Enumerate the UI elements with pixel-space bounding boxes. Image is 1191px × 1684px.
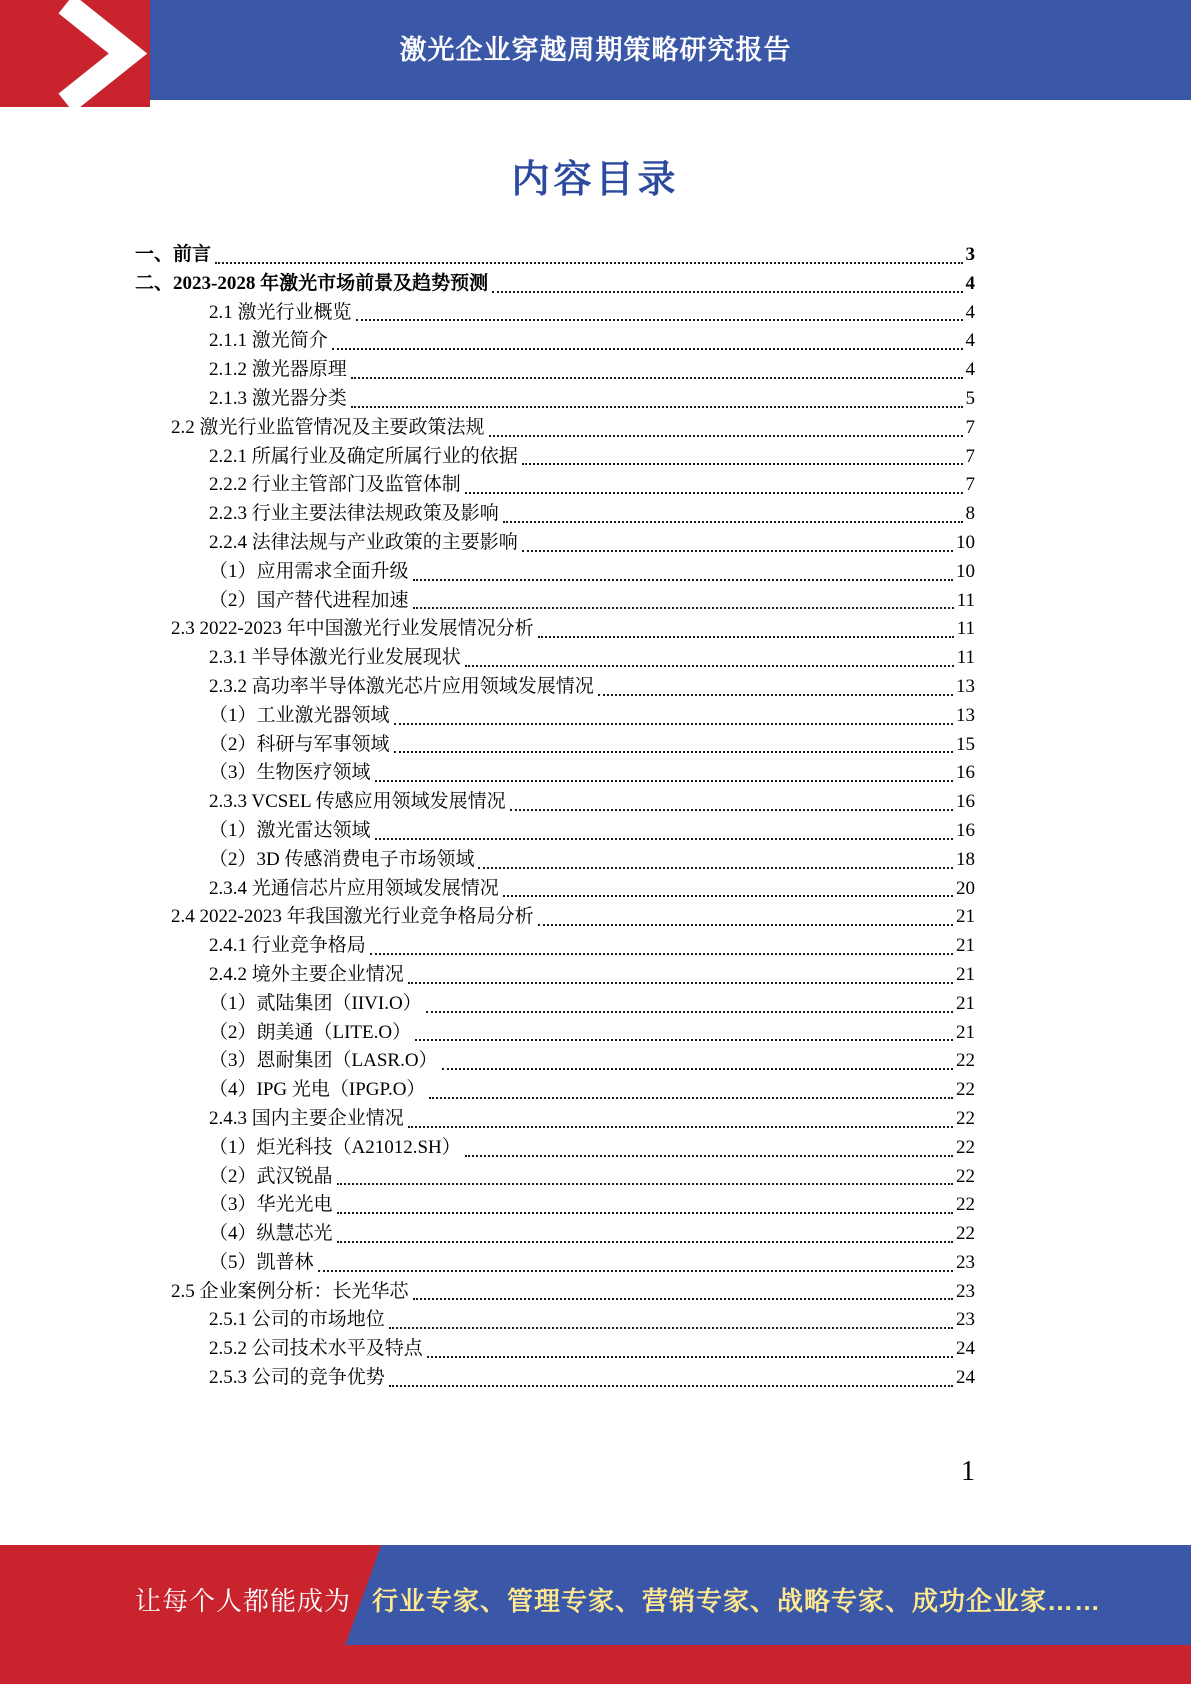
toc-entry[interactable]: [135, 500, 975, 529]
toc-entry-page: 22: [956, 1223, 975, 1245]
toc-dot-leader: [337, 1212, 953, 1214]
toc-entry-label: （3）华光光电: [209, 1194, 333, 1216]
toc-entry[interactable]: [135, 1364, 975, 1393]
toc-entry[interactable]: [135, 615, 975, 644]
toc-entry[interactable]: [135, 731, 975, 760]
toc-entry[interactable]: [135, 1278, 975, 1307]
toc-entry-label: 2.4.1 行业竞争格局: [209, 935, 366, 957]
toc-entry-label: （4）纵慧芯光: [209, 1223, 333, 1245]
toc-entry[interactable]: [135, 270, 975, 299]
toc-entry[interactable]: [135, 241, 975, 270]
toc-dot-leader: [429, 1097, 953, 1099]
toc-entry-page: 15: [956, 733, 975, 755]
toc-entry-page: 8: [965, 503, 975, 525]
toc-entry-page: 4: [965, 330, 975, 352]
toc-entry-label: （1）应用需求全面升级: [209, 560, 409, 582]
toc-entry-page: 13: [956, 704, 975, 726]
toc-entry-label: （2）科研与军事领域: [209, 733, 390, 755]
toc-entry-page: 10: [956, 531, 975, 553]
toc-entry-page: 7: [965, 474, 975, 496]
toc-entry-page: 7: [965, 416, 975, 438]
toc-dot-leader: [389, 1385, 953, 1387]
toc-entry[interactable]: [135, 1163, 975, 1192]
toc-entry-page: 21: [956, 963, 975, 985]
toc-entry-label: 2.4.2 境外主要企业情况: [209, 963, 404, 985]
toc-dot-leader: [394, 723, 953, 725]
toc-entry-label: 2.5.3 公司的竞争优势: [209, 1367, 385, 1389]
toc-dot-leader: [394, 751, 953, 753]
toc-entry[interactable]: [135, 932, 975, 961]
toc-entry[interactable]: [135, 385, 975, 414]
toc-entry[interactable]: [135, 1249, 975, 1278]
toc-entry-page: 21: [956, 992, 975, 1014]
toc-entry-label: （2）3D 传感消费电子市场领域: [209, 848, 475, 870]
page-number: 1: [961, 1456, 975, 1487]
toc-entry[interactable]: [135, 903, 975, 932]
toc-list: [135, 241, 975, 1393]
toc-dot-leader: [337, 1183, 953, 1185]
toc-dot-leader: [426, 1011, 953, 1013]
toc-entry[interactable]: [135, 327, 975, 356]
toc-dot-leader: [356, 319, 963, 321]
toc-dot-leader: [478, 867, 953, 869]
toc-entry-label: 2.1.1 激光简介: [209, 330, 328, 352]
toc-dot-leader: [489, 435, 963, 437]
footer-slogan-left: 让每个人都能成为: [135, 1586, 352, 1616]
toc-dot-leader: [442, 1068, 953, 1070]
toc-entry-page: 18: [956, 848, 975, 870]
toc-dot-leader: [465, 665, 954, 667]
toc-dot-leader: [408, 1126, 953, 1128]
toc-entry-page: 23: [956, 1280, 975, 1302]
toc-entry[interactable]: [135, 673, 975, 702]
toc-entry[interactable]: [135, 558, 975, 587]
toc-entry-label: （2）武汉锐晶: [209, 1165, 333, 1187]
toc-dot-leader: [465, 1155, 953, 1157]
toc-entry[interactable]: [135, 1335, 975, 1364]
toc-entry-page: 23: [956, 1309, 975, 1331]
toc-entry-page: 10: [956, 560, 975, 582]
toc-entry-page: 3: [965, 244, 975, 265]
red-flag-logo: [0, 0, 150, 107]
toc-dot-leader: [522, 550, 953, 552]
toc-dot-leader: [351, 377, 963, 379]
toc-dot-leader: [522, 463, 963, 465]
toc-entry-label: 二、2023-2028 年激光市场前景及趋势预测: [135, 272, 489, 294]
toc-entry[interactable]: [135, 1134, 975, 1163]
toc-entry[interactable]: [135, 529, 975, 558]
toc-entry[interactable]: [135, 587, 975, 616]
toc-entry-label: 2.3.3 VCSEL 传感应用领域发展情况: [209, 791, 506, 813]
toc-entry[interactable]: [135, 1076, 975, 1105]
toc-dot-leader: [375, 838, 953, 840]
toc-dot-leader: [598, 694, 953, 696]
toc-entry-label: （1）炬光科技（A21012.SH）: [209, 1136, 461, 1158]
toc-entry-page: 22: [956, 1050, 975, 1072]
toc-entry[interactable]: [135, 759, 975, 788]
toc-entry-label: 2.2.2 行业主管部门及监管体制: [209, 474, 461, 496]
toc-entry-label: 2.4.3 国内主要企业情况: [209, 1107, 404, 1129]
footer-banner: [0, 1545, 1191, 1684]
toc-entry-label: （1）贰陆集团（IIVI.O）: [209, 992, 422, 1014]
toc-dot-leader: [413, 1298, 953, 1300]
toc-entry[interactable]: [135, 443, 975, 472]
toc-entry-page: 4: [965, 301, 975, 323]
toc-dot-leader: [538, 636, 954, 638]
toc-dot-leader: [337, 1241, 953, 1243]
toc-title: 内容目录: [511, 159, 680, 201]
toc-entry-page: 22: [956, 1165, 975, 1187]
toc-dot-leader: [510, 809, 953, 811]
toc-entry-label: 2.3.2 高功率半导体激光芯片应用领域发展情况: [209, 675, 594, 697]
toc-entry-page: 24: [956, 1338, 975, 1360]
toc-dot-leader: [351, 406, 963, 408]
toc-entry-page: 21: [956, 935, 975, 957]
toc-entry-label: 2.3.4 光通信芯片应用领域发展情况: [209, 877, 499, 899]
toc-entry[interactable]: [135, 961, 975, 990]
toc-entry-label: （3）恩耐集团（LASR.O）: [209, 1050, 438, 1072]
toc-dot-leader: [370, 953, 953, 955]
toc-entry-page: 21: [956, 906, 975, 928]
toc-entry-page: 16: [956, 819, 975, 841]
toc-entry-label: 2.2.3 行业主要法律法规政策及影响: [209, 503, 499, 525]
toc-entry[interactable]: [135, 702, 975, 731]
toc-entry-page: 11: [956, 647, 975, 669]
toc-entry[interactable]: [135, 1019, 975, 1048]
toc-entry-label: （5）凯普林: [209, 1251, 314, 1273]
toc-dot-leader: [318, 1270, 953, 1272]
toc-entry[interactable]: [135, 299, 975, 328]
toc-dot-leader: [415, 1039, 953, 1041]
toc-entry-page: 4: [965, 359, 975, 381]
toc-entry-label: （2）朗美通（LITE.O）: [209, 1021, 412, 1043]
toc-dot-leader: [413, 607, 954, 609]
toc-entry-label: 2.4 2022-2023 年我国激光行业竞争格局分析: [171, 906, 534, 928]
toc-entry-label: 2.2 激光行业监管情况及主要政策法规: [171, 416, 485, 438]
toc-entry[interactable]: [135, 644, 975, 673]
toc-entry-label: 2.1.3 激光器分类: [209, 387, 347, 409]
toc-entry-label: 2.3.1 半导体激光行业发展现状: [209, 647, 461, 669]
toc-dot-leader: [465, 492, 963, 494]
toc-entry-page: 4: [965, 272, 975, 294]
toc-dot-leader: [332, 348, 963, 350]
toc-entry-label: 2.1.2 激光器原理: [209, 359, 347, 381]
toc-entry-page: 23: [956, 1251, 975, 1273]
toc-entry-page: 13: [956, 675, 975, 697]
toc-entry-page: 16: [956, 791, 975, 813]
toc-entry-page: 5: [965, 387, 975, 409]
toc-entry-label: （2）国产替代进程加速: [209, 589, 409, 611]
toc-dot-leader: [413, 579, 953, 581]
toc-entry-label: （1）工业激光器领域: [209, 704, 390, 726]
toc-entry-label: （1）激光雷达领域: [209, 819, 371, 841]
toc-dot-leader: [492, 291, 962, 293]
toc-dot-leader: [215, 262, 962, 264]
toc-dot-leader: [375, 780, 953, 782]
toc-entry-page: 7: [965, 445, 975, 467]
toc-entry-label: 2.1 激光行业概览: [209, 301, 352, 323]
toc-entry-page: 24: [956, 1367, 975, 1389]
toc-entry-page: 22: [956, 1194, 975, 1216]
toc-dot-leader: [538, 924, 953, 926]
toc-dot-leader: [503, 521, 963, 523]
toc-dot-leader: [503, 895, 953, 897]
toc-entry[interactable]: [135, 1220, 975, 1249]
toc-dot-leader: [427, 1356, 953, 1358]
toc-dot-leader: [389, 1327, 953, 1329]
toc-entry-label: 2.5.1 公司的市场地位: [209, 1309, 385, 1331]
report-title: 激光企业穿越周期策略研究报告: [399, 35, 792, 65]
toc-entry[interactable]: [135, 1191, 975, 1220]
toc-entry-page: 21: [956, 1021, 975, 1043]
toc-entry-label: 2.2.1 所属行业及确定所属行业的依据: [209, 445, 518, 467]
toc-entry-page: 22: [956, 1107, 975, 1129]
toc-entry-label: 2.5.2 公司技术水平及特点: [209, 1338, 423, 1360]
toc-entry[interactable]: [135, 1047, 975, 1076]
toc-entry-page: 11: [956, 618, 975, 640]
toc-entry[interactable]: [135, 875, 975, 904]
toc-dot-leader: [408, 982, 953, 984]
toc-entry-page: 20: [956, 877, 975, 899]
toc-entry-page: 22: [956, 1079, 975, 1101]
toc-entry[interactable]: [135, 1105, 975, 1134]
toc-entry[interactable]: [135, 356, 975, 385]
toc-entry-label: （3）生物医疗领域: [209, 762, 371, 784]
footer-slogan-right: 行业专家、管理专家、营销专家、战略专家、成功企业家……: [372, 1586, 1102, 1616]
toc-entry-label: （4）IPG 光电（IPGP.O）: [209, 1079, 426, 1101]
toc-entry[interactable]: [135, 990, 975, 1019]
toc-entry-label: 2.5 企业案例分析：长光华芯: [171, 1280, 409, 1302]
toc-entry[interactable]: [135, 846, 975, 875]
report-header-banner: [0, 0, 1191, 100]
toc-entry-label: 一、前言: [135, 244, 212, 265]
toc-entry[interactable]: [135, 414, 975, 443]
toc-entry-page: 16: [956, 762, 975, 784]
toc-entry[interactable]: [135, 1306, 975, 1335]
toc-entry-page: 11: [956, 589, 975, 611]
toc-entry[interactable]: [135, 788, 975, 817]
toc-entry[interactable]: [135, 817, 975, 846]
toc-entry[interactable]: [135, 471, 975, 500]
toc-entry-label: 2.2.4 法律法规与产业政策的主要影响: [209, 531, 518, 553]
toc-entry-label: 2.3 2022-2023 年中国激光行业发展情况分析: [171, 618, 534, 640]
toc-entry-page: 22: [956, 1136, 975, 1158]
